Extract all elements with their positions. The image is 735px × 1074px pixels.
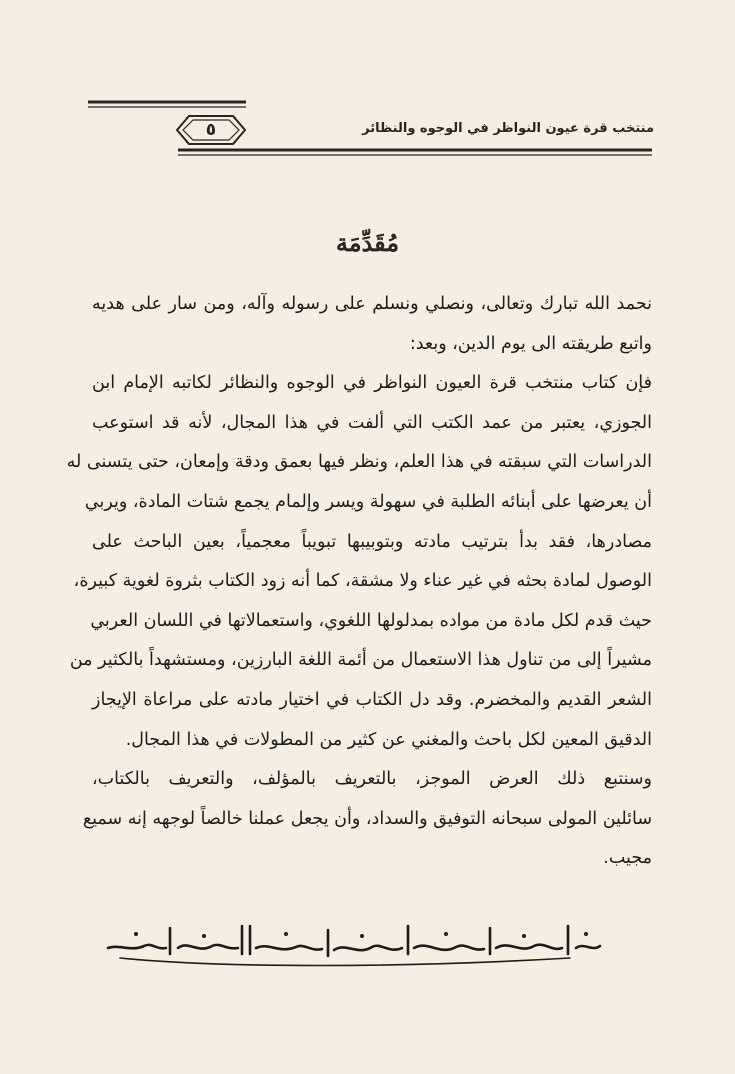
body-line: مشيراً إلى من تناول هذا الاستعمال من أئمة اللغة البارزين، ومستشهداً بالكثير من: [69, 650, 652, 671]
body-line: سائلين المولى سبحانه التوفيق والسداد، وأن يجعل عملنا خالصاً لوجهه إنه سميع: [82, 808, 652, 829]
body-line: مجيب.: [603, 848, 652, 869]
page-header: [0, 0, 735, 170]
page-number: ٥: [205, 120, 217, 140]
section-heading: مُقَدِّمَة: [335, 228, 400, 257]
body-line: الدقيق المعين لكل باحث والمغني عن كثير من المطولات في هذا المجال.: [125, 729, 652, 750]
header-ornament: [0, 0, 735, 170]
body-text: [66, 285, 652, 879]
body-line: وسنتبع ذلك العرض الموجز، بالتعريف بالمؤلف، والتعريف بالكتاب،: [92, 769, 652, 790]
body-line: مصادرها، فقد بدأ بترتيب مادته وبتوبيبها تبويباً معجمياً، بعين الباحث على: [92, 531, 652, 552]
body-line: نحمد الله تبارك وتعالى، ونصلي ونسلم على رسوله وآله، ومن سار على هديه: [92, 294, 652, 314]
body-line: واتبع طريقته الى يوم الدين، وبعد:: [409, 333, 652, 354]
body-line: الشعر القديم والمخضرم. وقد دل الكتاب في اختيار مادته على مراعاة الإيجاز: [92, 689, 652, 710]
body-line: أن يعرضها على أبنائه الطلبة في سهولة ويسر وإلمام يجمع شتات المادة، ويربي: [84, 491, 652, 512]
body-line: حيث قدم لكل مادة من مواده بمدلولها اللغوي، واستعمالاتها في اللسان العربي: [90, 610, 652, 631]
author-signature: [100, 914, 610, 974]
body-line: الوصول لمادة بحثه في غير عناء ولا مشقة، كما أنه زود الكتاب بثروة لغوية كبيرة،: [73, 571, 652, 592]
body-line: الدراسات التي سبقته في هذا العلم، ونظر فيها بعمق ودقة وإمعان، حتى يتسنى له: [66, 452, 652, 473]
body-line: الجوزي، يعتبر من عمد الكتب التي ألفت في هذا المجال، لأنه قد استوعب: [92, 412, 652, 433]
running-title: منتخب قرة عيون النواظر في الوجوه والنظائر: [362, 121, 654, 136]
body-line: فإن كتاب منتخب قرة العيون النواظر في الوجوه والنظائر لكاتبه الإمام ابن: [92, 373, 652, 394]
signature-calligraphy: [100, 914, 610, 974]
